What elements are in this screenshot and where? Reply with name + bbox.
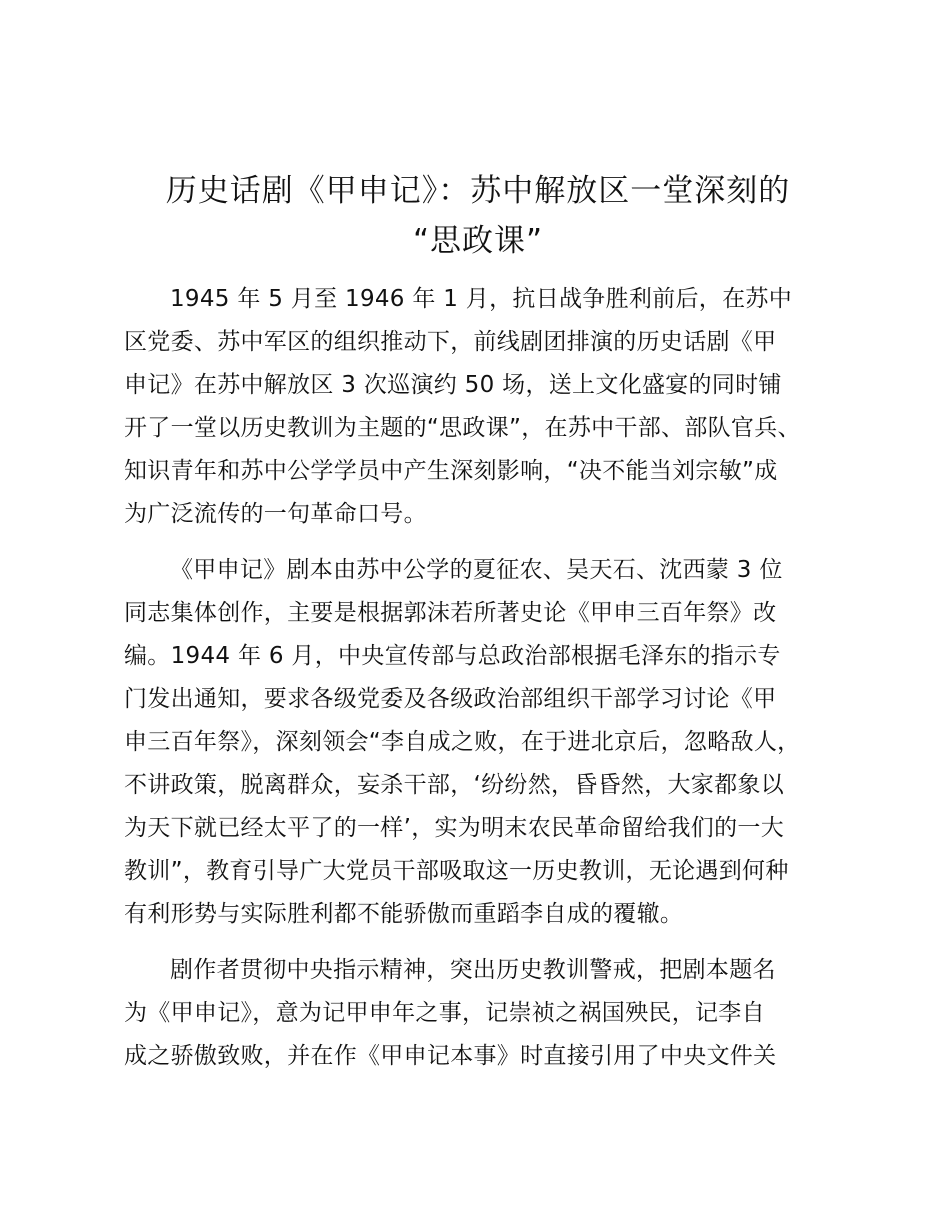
text-line: 为天下就已经太平了的一样’，实为明末农民革命留给我们的一大 (124, 815, 785, 841)
paragraph-2 (124, 549, 844, 936)
text-line: 1945 年 5 月至 1946 年 1 月，抗日战争胜利前后，在苏中 (170, 286, 793, 312)
text-line: 编。1944 年 6 月，中央宣传部与总政治部根据毛泽东的指示专 (124, 643, 781, 669)
text-line: 申三百年祭》，深刻领会“李自成之败，在于进北京后，忽略敌人， (124, 729, 801, 755)
text-line: 为广泛流传的一句革命口号。 (124, 501, 427, 527)
paragraph-3 (124, 949, 844, 1078)
title-line: “思政课” (412, 223, 544, 259)
text-line: 剧作者贯彻中央指示精神，突出历史教训警戒，把剧本题名 (170, 957, 776, 983)
text-line: 为《甲申记》，意为记甲申年之事，记崇祯之祸国殃民，记李自 (124, 1000, 765, 1026)
text-line: 不讲政策，脱离群众，妄杀干部，‘纷纷然，昏昏然，大家都象以 (124, 772, 785, 798)
text-line: 区党委、苏中军区的组织推动下，前线剧团排演的历史话剧《甲 (124, 329, 777, 355)
text-line: 教训”，教育引导广大党员干部吸取这一历史教训，无论遇到何种 (124, 858, 789, 884)
text-line: 知识青年和苏中公学学员中产生深刻影响，“决不能当刘宗敏”成 (124, 458, 778, 484)
text-line: 开了一堂以历史教训为主题的“思政课”，在苏中干部、部队官兵、 (124, 415, 801, 441)
text-line: 有利形势与实际胜利都不能骄傲而重蹈李自成的覆辙。 (124, 901, 684, 927)
text-line: 同志集体创作，主要是根据郭沫若所著史论《甲申三百年祭》改 (124, 600, 777, 626)
text-line: 申记》在苏中解放区 3 次巡演约 50 场，送上文化盛宴的同时铺 (124, 372, 782, 398)
paragraph-1 (124, 278, 844, 536)
text-line: 成之骄傲致败，并在作《甲申记本事》时直接引用了中央文件关 (124, 1043, 777, 1069)
text-line: 《甲申记》剧本由苏中公学的夏征农、吴天石、沈西蒙 3 位 (170, 557, 783, 583)
title-line: 历史话剧《甲申记》：苏中解放区一堂深刻的 (165, 173, 791, 209)
document-body (124, 278, 844, 1091)
text-line: 门发出通知，要求各级党委及各级政治部组织干部学习讨论《甲 (124, 686, 777, 712)
document-title (110, 166, 846, 266)
